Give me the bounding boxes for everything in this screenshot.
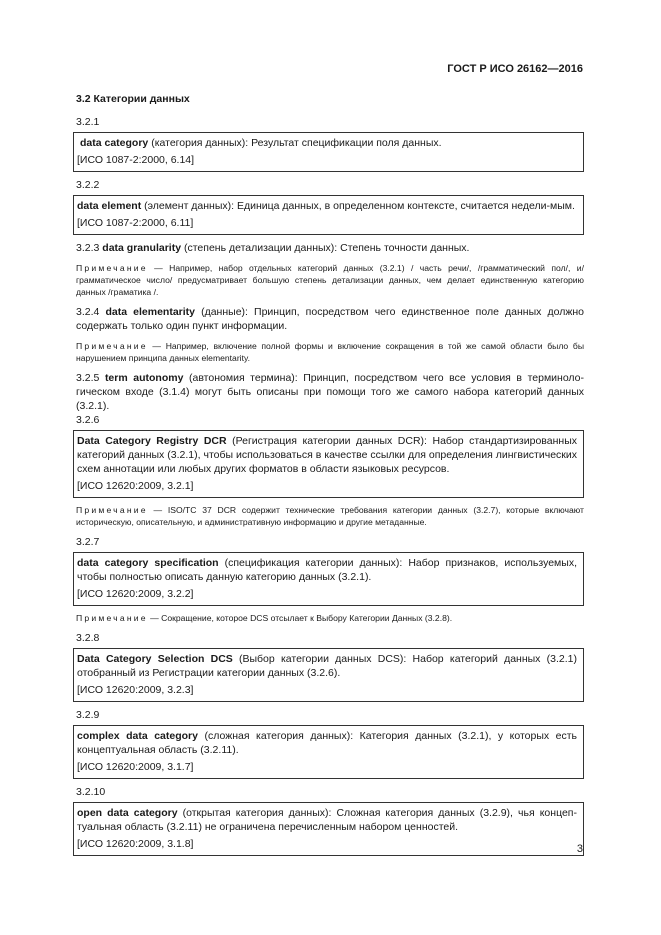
entry-number: 3.2.9 bbox=[76, 709, 100, 721]
source-reference: [ИСО 12620:2009, 3.2.3] bbox=[77, 684, 194, 696]
definition-text: (автономия термина): Принцип, посредством чего все условия в терминоло-гическом входе (3.1.4) могут быть описаны при помощи того же самого набора категорий данных (3.2.1). bbox=[76, 372, 585, 412]
definition-box bbox=[73, 725, 584, 779]
term: data category specification bbox=[77, 557, 219, 569]
definition-paragraph bbox=[76, 241, 584, 255]
note-text: — Например, включение полной формы и включение сокращения в той же самой области было бы нарушением принципа данных elementarity. bbox=[76, 341, 584, 363]
section-title: 3.2 Категории данных bbox=[76, 93, 190, 105]
source-reference: [ИСО 1087-2:2000, 6.14] bbox=[77, 154, 195, 166]
note-label: Примечание bbox=[76, 505, 148, 515]
term: data category bbox=[80, 137, 149, 149]
note-text: — Например, набор отдельных категорий данных (3.2.1) / часть речи/, /грамматический пол/, и/ грамматическое число/ предусматривает большую степень детализации данных, чем делает единственную категорию данных /граматика /. bbox=[76, 263, 584, 297]
definition-paragraph bbox=[76, 371, 584, 413]
entry-number: 3.2.8 bbox=[76, 632, 100, 644]
note bbox=[76, 612, 584, 624]
source-reference: [ИСО 12620:2009, 3.1.7] bbox=[77, 761, 194, 773]
document-body bbox=[76, 93, 584, 862]
entry-number: 3.2.10 bbox=[76, 786, 106, 798]
note-label: Примечание bbox=[76, 341, 148, 351]
note bbox=[76, 262, 584, 298]
entry-number: 3.2.4 bbox=[76, 306, 100, 318]
definition-text: (открытая категория данных): Сложная категория данных (3.2.9), чья концеп-туальная область (3.2.11) не ограничена перечисленным набором ценностей. bbox=[77, 807, 577, 833]
term: data elementarity bbox=[105, 306, 195, 318]
definition-box bbox=[73, 195, 584, 235]
definition-text: (категория данных): Результат спецификации поля данных. bbox=[148, 137, 442, 149]
note-text: — Сокращение, которое DCS отсылает к Выбору Категории Данных (3.2.8). bbox=[147, 613, 453, 623]
note-text: — ISO/TC 37 DCR содержит технические требования категории данных (3.2.7), которые включают историческую, описательную, и административную информацию и другие метаданные. bbox=[76, 505, 584, 527]
term: Data Category Registry DCR bbox=[77, 435, 227, 447]
entry-number: 3.2.1 bbox=[76, 116, 100, 128]
entry-number: 3.2.7 bbox=[76, 536, 100, 548]
term: complex data category bbox=[77, 730, 198, 742]
term: term autonomy bbox=[104, 372, 184, 384]
definition-text: (Выбор категории данных DCS): Набор категорий данных (3.2.1) отобранный из Регистрации категории данных (3.2.6). bbox=[77, 653, 577, 679]
definition-text: (сложная категория данных): Категория данных (3.2.1), у которых есть концептуальная область (3.2.11). bbox=[77, 730, 578, 756]
definition-text: (элемент данных): Единица данных, в определенном контексте, считается недели-мым. bbox=[141, 200, 575, 212]
document-header: ГОСТ Р ИСО 26162—2016 bbox=[447, 63, 583, 75]
definition-text: (Регистрация категории данных DCR): Набор стандартизированных категорий данных (3.2.1), чтобы использоваться в качестве ссылки для определения лингвистических схем аннотации или любых других форматов в области языковых ресурсов. bbox=[77, 435, 577, 475]
note-label: Примечание bbox=[76, 613, 148, 623]
page-number: 3 bbox=[576, 843, 583, 855]
source-reference: [ИСО 12620:2009, 3.2.1] bbox=[77, 480, 194, 492]
definition-box bbox=[73, 648, 584, 702]
definition-text: (степень детализации данных): Степень точности данных. bbox=[181, 242, 470, 254]
note-label: Примечание bbox=[76, 263, 148, 273]
definition-text: (спецификация категории данных): Набор признаков, используемых, чтобы полностью описать данную категорию данных (3.2.1). bbox=[77, 557, 577, 583]
term: Data Category Selection DCS bbox=[77, 653, 233, 665]
source-reference: [ИСО 1087-2:2000, 6.11] bbox=[77, 217, 194, 229]
source-reference: [ИСО 12620:2009, 3.2.2] bbox=[77, 588, 194, 600]
definition-box bbox=[73, 430, 584, 498]
definition-box bbox=[73, 552, 584, 606]
entry-number: 3.2.3 bbox=[76, 242, 100, 254]
definition-text: (данные): Принцип, посредством чего единственное поле данных должно содержать только один пункт информации. bbox=[76, 306, 584, 332]
entry-number: 3.2.5 bbox=[76, 372, 100, 384]
definition-box bbox=[73, 802, 584, 856]
note bbox=[76, 340, 584, 364]
term: data element bbox=[77, 200, 142, 212]
source-reference: [ИСО 12620:2009, 3.1.8] bbox=[77, 838, 194, 850]
term: data granularity bbox=[102, 242, 182, 254]
entry-number: 3.2.6 bbox=[76, 414, 100, 426]
entry-number: 3.2.2 bbox=[76, 179, 100, 191]
note bbox=[76, 504, 584, 528]
term: open data category bbox=[77, 807, 178, 819]
definition-paragraph bbox=[76, 305, 584, 333]
definition-box bbox=[73, 132, 584, 172]
